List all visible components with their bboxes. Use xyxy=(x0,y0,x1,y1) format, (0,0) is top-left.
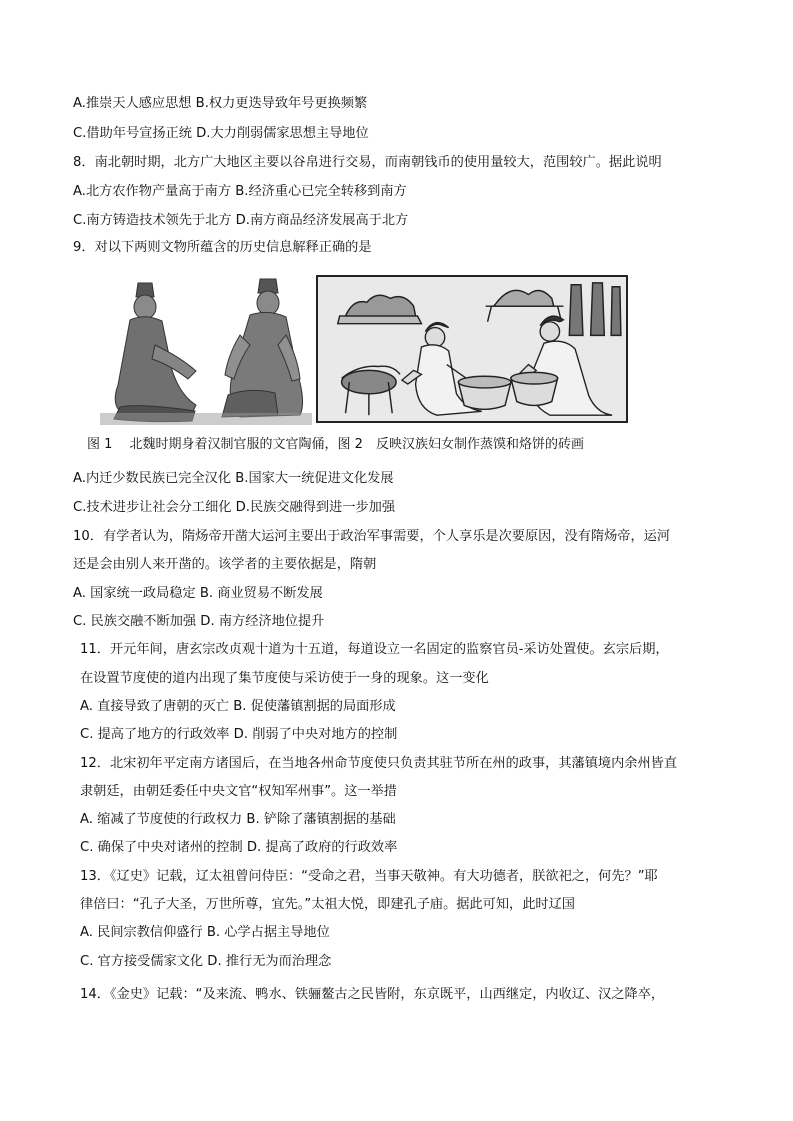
question-9: 9．对以下两则文物所蕴含的历史信息解释正确的是 xyxy=(73,240,372,255)
question-12-line-2: 隶朝廷，由朝廷委任中央文官“权知军州事”。这一举措 xyxy=(80,784,397,799)
q7-options-ab: A.推崇天人感应思想 B.权力更迭导致年号更换频繁 xyxy=(73,96,368,111)
q11-options-ab: A. 直接导致了唐朝的灭亡 B. 促使藩镇割据的局面形成 xyxy=(80,699,396,714)
q7-options-cd: C.借助年号宣扬正统 D.大力削弱儒家思想主导地位 xyxy=(73,126,369,141)
question-13-line-1: 13．《辽史》记载，辽太祖曾问侍臣：“受命之君，当事天敬神。有大功德者，朕欲祀之，何先？”耶 xyxy=(80,869,658,884)
question-13-line-2: 律倍曰：“孔子大圣，万世所尊，宜先。”太祖大悦，即建孔子庙。据此可知，此时辽国 xyxy=(80,897,575,912)
q9-options-cd: C.技术进步让社会分工细化 D.民族交融得到进一步加强 xyxy=(73,500,396,515)
q8-options-cd: C.南方铸造技术领先于北方 D.南方商品经济发展高于北方 xyxy=(73,213,409,228)
figure-2-brick-painting xyxy=(316,275,628,423)
question-8: 8．南北朝时期，北方广大地区主要以谷帛进行交易，而南朝钱币的使用量较大，范围较广。据此说明 xyxy=(73,155,662,170)
figure-1-pottery-figurines xyxy=(100,275,312,425)
q9-options-ab: A.内迁少数民族已完全汉化 B.国家大一统促进文化发展 xyxy=(73,471,394,486)
q13-options-ab: A. 民间宗教信仰盛行 B. 心学占据主导地位 xyxy=(80,925,330,940)
q10-options-ab: A. 国家统一政局稳定 B. 商业贸易不断发展 xyxy=(73,586,323,601)
q11-options-cd: C. 提高了地方的行政效率 D. 削弱了中央对地方的控制 xyxy=(80,727,398,742)
question-10-line-1: 10．有学者认为，隋炀帝开凿大运河主要出于政治军事需要，个人享乐是次要原因，没有隋炀帝，运河 xyxy=(73,529,671,544)
q12-options-ab: A. 缩减了节度使的行政权力 B. 铲除了藩镇割据的基础 xyxy=(80,812,396,827)
question-14-line-1: 14．《金史》记载：“及来流、鸭水、铁骊鳌古之民皆附，东京既平，山西继定，内收辽、汉之降卒， xyxy=(80,987,665,1002)
question-10-line-2: 还是会由别人来开凿的。该学者的主要依据是，隋朝 xyxy=(73,557,377,572)
caption-figure-2: 图 2 反映汉族妇女制作蒸馍和烙饼的砖画 xyxy=(337,437,584,452)
question-11-line-2: 在设置节度使的道内出现了集节度使与采访使于一身的现象。这一变化 xyxy=(80,671,489,686)
figures xyxy=(100,275,630,425)
q12-options-cd: C. 确保了中央对诸州的控制 D. 提高了政府的行政效率 xyxy=(80,840,398,855)
q13-options-cd: C. 官方接受儒家文化 D. 推行无为而治理念 xyxy=(80,954,332,969)
question-12-line-1: 12．北宋初年平定南方诸国后，在当地各州命节度使只负责其驻节所在州的政事，其藩镇境内余州皆直 xyxy=(80,756,678,771)
q8-options-ab: A.北方农作物产量高于南方 B.经济重心已完全转移到南方 xyxy=(73,184,407,199)
figure-captions xyxy=(87,433,584,452)
question-11-line-1: 11．开元年间，唐玄宗改贞观十道为十五道，每道设立一名固定的监察官员-采访处置使。玄宗后期， xyxy=(80,642,669,657)
caption-figure-1: 图 1 北魏时期身着汉制官服的文官陶俑， xyxy=(87,437,338,452)
q10-options-cd: C. 民族交融不断加强 D. 南方经济地位提升 xyxy=(73,614,325,629)
